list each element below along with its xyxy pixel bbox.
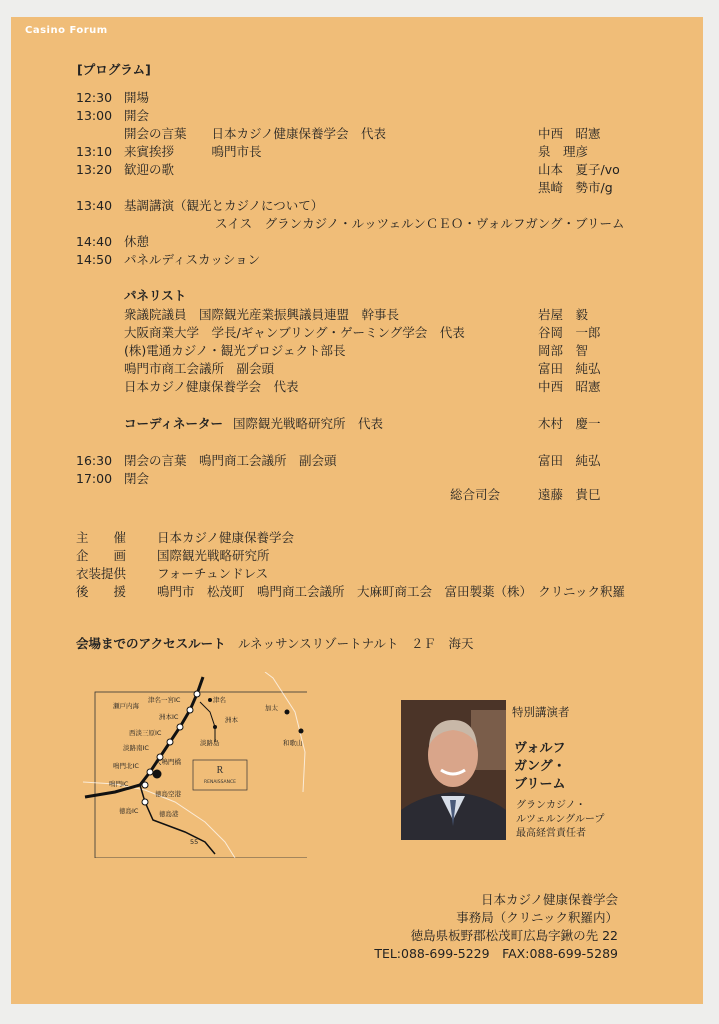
- schedule-item: 開会: [124, 108, 150, 123]
- schedule-name: 山本 夏子/vo: [538, 162, 620, 177]
- panelist-name: 富田 純弘: [538, 361, 601, 376]
- panelist-name: 岩屋 毅: [538, 307, 589, 322]
- panelist-name: 谷岡 一郎: [538, 325, 601, 340]
- footer-contact: TEL:088-699-5229 FAX:088-699-5289: [374, 946, 618, 961]
- ic-marker: [147, 769, 153, 775]
- schedule-time: 14:40: [76, 234, 113, 249]
- schedule-name: 富田 純弘: [538, 453, 601, 468]
- svg-text:加太: 加太: [265, 704, 278, 712]
- speaker-title: グランカジノ・ ルツェルングループ 最高経営責任者: [516, 800, 605, 839]
- schedule-name: 中西 昭憲: [538, 126, 601, 141]
- organizer-label: 後 援: [76, 584, 127, 599]
- footer-address: 徳島県板野郡松茂町広島字鍬の先 22: [410, 928, 618, 943]
- organizer-value: 鳴門市 松茂町 鳴門商工会議所 大麻町商工会 富田製薬（株） クリニック釈羅: [157, 584, 626, 599]
- svg-text:鳴門北IC: 鳴門北IC: [113, 762, 139, 770]
- schedule-item: 開場: [124, 90, 150, 105]
- schedule-item: 基調講演（観光とカジノについて）: [124, 198, 324, 213]
- panelist-name: 中西 昭憲: [538, 379, 601, 394]
- access-map: [75, 672, 307, 858]
- schedule-item: パネルディスカッション: [124, 252, 261, 267]
- speaker-photo: [401, 700, 506, 840]
- schedule-item: 来賓挨拶 鳴門市長: [124, 144, 262, 159]
- access-label: 会場までのアクセスルート: [76, 636, 226, 651]
- highway-route: [85, 677, 203, 797]
- svg-text:淡路南IC: 淡路南IC: [123, 744, 149, 752]
- svg-text:洲本: 洲本: [225, 716, 238, 724]
- schedule-time: 13:10: [76, 144, 113, 159]
- schedule-item: 歓迎の歌: [124, 162, 175, 177]
- town-marker: [285, 710, 290, 715]
- svg-text:RENAISSANCE: RENAISSANCE: [204, 780, 236, 785]
- mc-name: 遠藤 貴巳: [538, 487, 601, 502]
- panelist-name: 岡部 智: [538, 343, 589, 358]
- ic-marker: [167, 739, 173, 745]
- ic-marker: [177, 724, 183, 730]
- town-marker: [208, 698, 212, 702]
- ic-marker: [142, 782, 148, 788]
- panelist-role: 衆議院議員 国際観光産業振興議員連盟 幹事長: [124, 307, 400, 322]
- organizer-label: 主 催: [76, 530, 127, 545]
- panelist-role: (株)電通カジノ・観光プロジェクト部長: [124, 343, 346, 358]
- coordinator-name: 木村 慶一: [538, 416, 601, 431]
- schedule-item: 閉会の言葉 鳴門商工会議所 副会頭: [124, 453, 337, 468]
- svg-text:55: 55: [190, 838, 199, 846]
- svg-text:洲本IC: 洲本IC: [159, 713, 179, 721]
- header-title: Casino Forum: [25, 25, 108, 36]
- panelist-role: 日本カジノ健康保養学会 代表: [124, 379, 299, 394]
- schedule-item: 開会の言葉 日本カジノ健康保養学会 代表: [124, 126, 387, 141]
- svg-text:徳島IC: 徳島IC: [119, 807, 139, 815]
- svg-text:和歌山: 和歌山: [283, 739, 303, 747]
- mc-label: 総合司会: [450, 487, 501, 502]
- organizer-value: フォーチュンドレス: [157, 566, 269, 581]
- svg-text:徳島港: 徳島港: [159, 810, 179, 818]
- svg-text:鳴門IC: 鳴門IC: [109, 780, 129, 788]
- map-frame: [95, 692, 307, 858]
- svg-text:R: R: [216, 765, 224, 776]
- speaker-label: 特別講演者: [512, 705, 570, 719]
- schedule-time: 17:00: [76, 471, 113, 486]
- coordinator-label: コーディネーター: [124, 416, 224, 431]
- access-venue: ルネッサンスリゾートナルト ２Ｆ 海天: [238, 636, 474, 651]
- svg-text:徳島空港: 徳島空港: [155, 790, 181, 798]
- organizer-label: 企 画: [76, 548, 127, 563]
- schedule-item: スイス グランカジノ・ルッツェルンＣＥＯ・ヴォルフガング・ブリーム: [215, 216, 625, 231]
- svg-text:瀬戸内海: 瀬戸内海: [113, 702, 139, 710]
- organizer-label: 衣装提供: [76, 566, 127, 581]
- svg-text:大鳴門橋: 大鳴門橋: [155, 758, 181, 766]
- panelist-role: 鳴門市商工会議所 副会頭: [124, 361, 275, 376]
- svg-text:西淡三原IC: 西淡三原IC: [129, 729, 162, 737]
- panelists-heading: パネリスト: [124, 288, 187, 303]
- speaker-name: ヴォルフ ガング・ ブリーム: [514, 741, 566, 792]
- organizer-value: 日本カジノ健康保養学会: [157, 530, 295, 545]
- schedule-item: 休憩: [124, 234, 150, 249]
- schedule-time: 14:50: [76, 252, 113, 267]
- venue-marker: [153, 770, 162, 779]
- organizer-value: 国際観光戦略研究所: [157, 548, 270, 563]
- footer-office: 事務局（クリニック釈羅内）: [456, 910, 618, 925]
- schedule-time: 13:20: [76, 162, 113, 177]
- svg-text:津名一宮IC: 津名一宮IC: [148, 696, 181, 704]
- schedule-time: 13:00: [76, 108, 113, 123]
- panelist-role: 大阪商業大学 学長/ギャンブリング・ゲーミング学会 代表: [124, 325, 465, 340]
- schedule-name: 泉 理彦: [538, 144, 589, 159]
- footer-org: 日本カジノ健康保養学会: [480, 892, 618, 907]
- schedule-time: 12:30: [76, 90, 113, 105]
- schedule-time: 13:40: [76, 198, 113, 213]
- ic-marker: [194, 691, 200, 697]
- coordinator-role: 国際観光戦略研究所 代表: [233, 416, 384, 431]
- svg-text:淡路島: 淡路島: [200, 739, 220, 747]
- schedule-item: 閉会: [124, 471, 150, 486]
- svg-text:津名: 津名: [213, 696, 226, 704]
- schedule-time: 16:30: [76, 453, 113, 468]
- schedule-name: 黒崎 勢市/g: [538, 180, 613, 195]
- road-sumoto: [200, 702, 215, 742]
- ic-marker: [142, 799, 148, 805]
- town-marker: [299, 729, 304, 734]
- ic-marker: [187, 707, 193, 713]
- town-marker: [213, 725, 217, 729]
- program-heading: [プログラム]: [77, 62, 151, 77]
